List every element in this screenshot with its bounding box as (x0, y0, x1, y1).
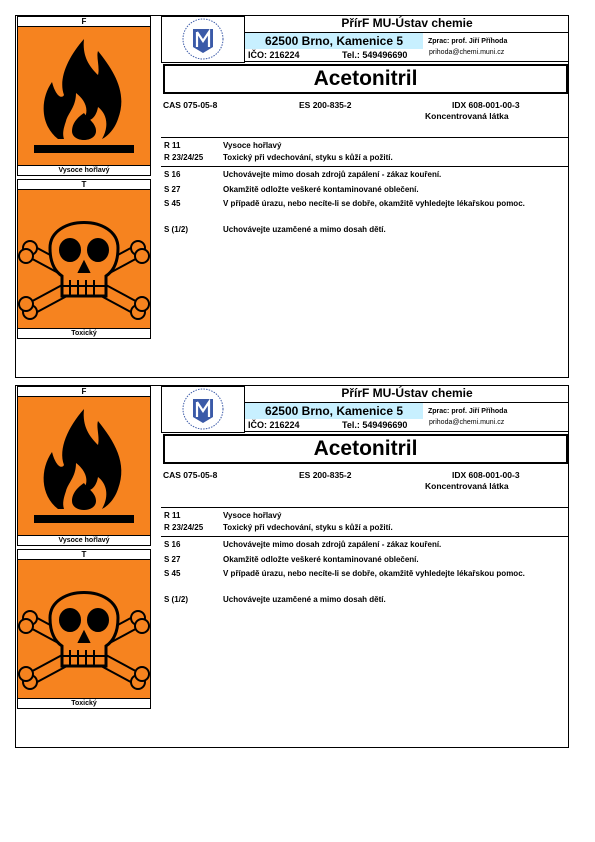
address: 62500 Brno, Kamenice 5 (245, 403, 423, 419)
skull-pictogram (17, 559, 151, 699)
cas-number: CAS 075-05-8 (163, 100, 218, 110)
prepared-by: Zprac: prof. Jiří Příhoda (428, 38, 508, 45)
masaryk-logo-icon (162, 387, 244, 432)
masaryk-logo-icon (162, 17, 244, 62)
institution-name: PřírF MU-Ústav chemie (245, 16, 569, 33)
flame-icon (18, 397, 150, 535)
hazard-letter: T (17, 549, 151, 559)
substance-name: Acetonitril (163, 64, 568, 94)
hazard-caption: Vysoce hořlavý (17, 166, 151, 176)
ico-number: IČO: 216224 (248, 420, 300, 430)
idx-number: IDX 608-001-00-3 (452, 100, 520, 110)
hazard-caption: Toxický (17, 699, 151, 709)
es-number: ES 200-835-2 (299, 470, 352, 480)
skull-crossbones-icon (18, 190, 150, 328)
hazard-caption: Vysoce hořlavý (17, 536, 151, 546)
ico-number: IČO: 216224 (248, 50, 300, 60)
institution-name: PřírF MU-Ústav chemie (245, 386, 569, 403)
substance-name: Acetonitril (163, 434, 568, 464)
idx-number: IDX 608-001-00-3 (452, 470, 520, 480)
label-top: F Vysoce hořlavý T Toxický PřírF MU-Ústav chemie 62500 Brno, Kamenice 5 Zprac: prof. Jiří Příhoda IČO: 216224 Tel.: 549496690 prihoda@chemi.muni.cz Acetonitril CAS 075-05-8 ES 200-835-2 IDX 608-001-00-3 Koncentrovaná látka R 11 Vysoce hořlavý R 23/24/25 Toxický při vdechování, styku s kůží a požití. S 16 Uchovávejte mimo dosah zdrojů zapálení - zákaz kouření. S 27 Okamžitě odložte veškeré kontaminované oblečení. S 45 V případě úrazu, nebo necíte-li se dobře, okamžitě vyhledejte lékařskou pomoc. S (1/2) Uchovávejte uzamčené a mimo dosah dětí. (15, 15, 569, 378)
hazard-letter: F (17, 16, 151, 26)
concentration: Koncentrovaná látka (425, 481, 509, 491)
institution-header (245, 386, 569, 433)
university-logo (161, 16, 245, 63)
concentration: Koncentrovaná látka (425, 111, 509, 121)
skull-pictogram (17, 189, 151, 329)
email-link[interactable]: prihoda@chemi.muni.cz (429, 49, 505, 56)
flame-pictogram (17, 396, 151, 536)
telephone: Tel.: 549496690 (342, 50, 408, 60)
hazard-caption: Toxický (17, 329, 151, 339)
telephone: Tel.: 549496690 (342, 420, 408, 430)
hazard-letter: F (17, 386, 151, 396)
university-logo (161, 386, 245, 433)
es-number: ES 200-835-2 (299, 100, 352, 110)
flame-pictogram (17, 26, 151, 166)
flame-icon (18, 27, 150, 165)
email-link[interactable]: prihoda@chemi.muni.cz (429, 419, 505, 426)
label-bottom: F Vysoce hořlavý T Toxický PřírF MU-Ústav chemie 62500 Brno, Kamenice 5 Zprac: prof. Jiří Příhoda IČO: 216224 Tel.: 549496690 prihoda@chemi.muni.cz Acetonitril CAS 075-05-8 ES 200-835-2 IDX 608-001-00-3 Koncentrovaná látka R 11 Vysoce hořlavý R 23/24/25 Toxický při vdechování, styku s kůží a požití. S 16 Uchovávejte mimo dosah zdrojů zapálení - zákaz kouření. S 27 Okamžitě odložte veškeré kontaminované oblečení. S 45 V případě úrazu, nebo necíte-li se dobře, okamžitě vyhledejte lékařskou pomoc. S (1/2) Uchovávejte uzamčené a mimo dosah dětí. (15, 385, 569, 748)
cas-number: CAS 075-05-8 (163, 470, 218, 480)
address: 62500 Brno, Kamenice 5 (245, 33, 423, 49)
hazard-letter: T (17, 179, 151, 189)
prepared-by: Zprac: prof. Jiří Příhoda (428, 408, 508, 415)
skull-crossbones-icon (18, 560, 150, 698)
institution-header (245, 16, 569, 63)
